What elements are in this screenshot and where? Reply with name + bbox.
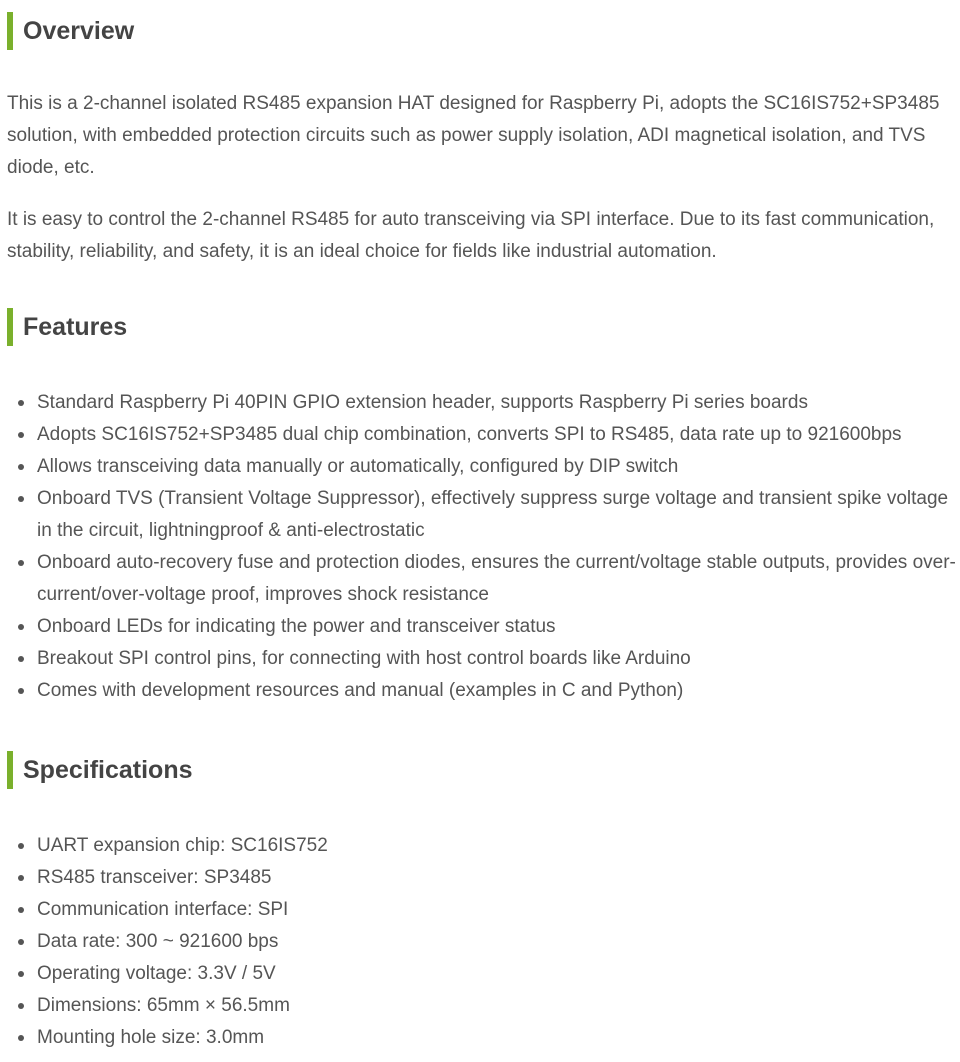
bullet-icon bbox=[18, 907, 24, 913]
list-item: Onboard TVS (Transient Voltage Suppressor), effectively suppress surge voltage and transient spike voltage in the circuit, lightningproof & anti-electrostatic bbox=[0, 483, 957, 547]
bullet-icon bbox=[18, 971, 24, 977]
list-item: Onboard auto-recovery fuse and protection diodes, ensures the current/voltage stable outputs, provides over-current/over-voltage proof, improves shock resistance bbox=[0, 547, 957, 611]
overview-section bbox=[0, 12, 960, 50]
overview-paragraph-2: It is easy to control the 2-channel RS485 for auto transceiving via SPI interface. Due to its fast communication, stability, reliability, and safety, it is an ideal choice for fields like industrial automation. bbox=[7, 209, 935, 262]
heading-accent-bar bbox=[7, 751, 13, 789]
list-item: UART expansion chip: SC16IS752 bbox=[0, 830, 957, 862]
bullet-icon bbox=[18, 843, 24, 849]
bullet-icon bbox=[18, 624, 24, 630]
overview-paragraph-1: This is a 2-channel isolated RS485 expansion HAT designed for Raspberry Pi, adopts the SC16IS752+SP3485 solution, with embedded protection circuits such as power supply isolation, ADI magnetical isolation, and TVS diode, etc. bbox=[7, 93, 940, 178]
bullet-icon bbox=[18, 432, 24, 438]
bullet-icon bbox=[18, 560, 24, 566]
list-item: Data rate: 300 ~ 921600 bps bbox=[0, 926, 957, 958]
bullet-icon bbox=[18, 1003, 24, 1009]
list-item: Breakout SPI control pins, for connecting with host control boards like Arduino bbox=[0, 643, 957, 675]
list-item: Dimensions: 65mm × 56.5mm bbox=[0, 990, 957, 1022]
specifications-section bbox=[0, 751, 960, 789]
overview-title: Overview bbox=[23, 17, 135, 45]
list-item: Allows transceiving data manually or automatically, configured by DIP switch bbox=[0, 451, 957, 483]
heading-accent-bar bbox=[7, 308, 13, 346]
list-item: Onboard LEDs for indicating the power and transceiver status bbox=[0, 611, 957, 643]
bullet-icon bbox=[18, 400, 24, 406]
features-heading bbox=[0, 308, 960, 346]
specifications-heading bbox=[0, 751, 960, 789]
features-title: Features bbox=[23, 313, 128, 341]
list-item: Standard Raspberry Pi 40PIN GPIO extension header, supports Raspberry Pi series boards bbox=[0, 387, 957, 419]
specifications-list-wrap bbox=[0, 830, 960, 1054]
list-item: Operating voltage: 3.3V / 5V bbox=[0, 958, 957, 990]
bullet-icon bbox=[18, 939, 24, 945]
bullet-icon bbox=[18, 496, 24, 502]
features-list bbox=[0, 387, 960, 707]
bullet-icon bbox=[18, 464, 24, 470]
bullet-icon bbox=[18, 1035, 24, 1041]
bullet-icon bbox=[18, 656, 24, 662]
overview-heading bbox=[0, 12, 960, 50]
bullet-icon bbox=[18, 875, 24, 881]
heading-accent-bar bbox=[7, 12, 13, 50]
list-item: Comes with development resources and manual (examples in C and Python) bbox=[0, 675, 957, 707]
list-item: Mounting hole size: 3.0mm bbox=[0, 1022, 957, 1054]
features-list-wrap bbox=[0, 387, 960, 707]
list-item: RS485 transceiver: SP3485 bbox=[0, 862, 957, 894]
list-item: Communication interface: SPI bbox=[0, 894, 957, 926]
specifications-title: Specifications bbox=[23, 756, 193, 784]
specifications-list bbox=[0, 830, 960, 1054]
bullet-icon bbox=[18, 688, 24, 694]
list-item: Adopts SC16IS752+SP3485 dual chip combination, converts SPI to RS485, data rate up to 921600bps bbox=[0, 419, 957, 451]
features-section bbox=[0, 308, 960, 346]
